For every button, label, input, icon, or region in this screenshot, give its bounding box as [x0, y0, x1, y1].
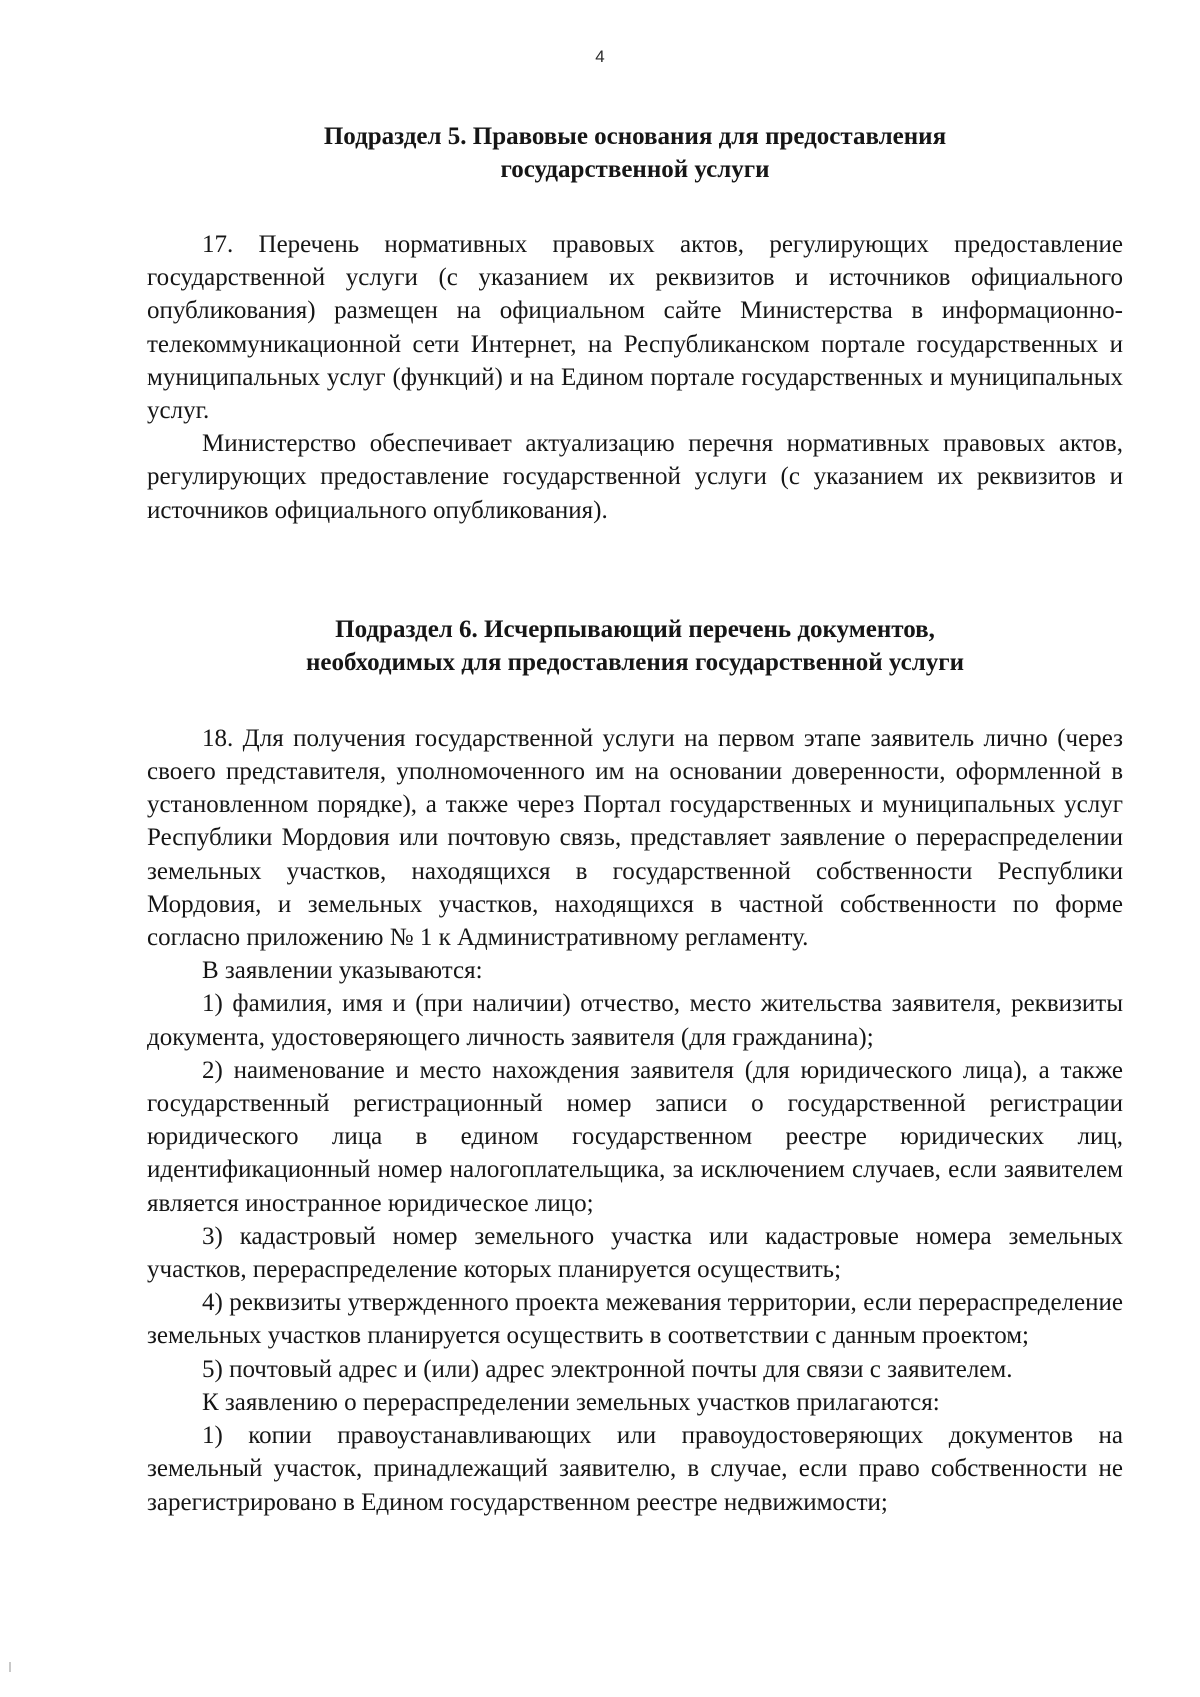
- paragraph-attachments-intro: К заявлению о перераспределении земельных участков прилагаются:: [202, 1388, 940, 1416]
- list-item-2-legal-entity: 2) наименование и место нахождения заявителя (для юридического лица), а также государственный регистрационный номер записи о государственной регистрации юридического лица в едином государственном реестре юридических лиц, идентификационный номер налогоплательщика, за исключением случаев, если заявителем является иностранное юридическое лицо;: [147, 1056, 1123, 1217]
- paragraph-ministry-actualization: Министерство обеспечивает актуализацию перечня нормативных правовых актов, регулирующих предоставление государственной услуги (с указанием их реквизитов и источников официального опубликования).: [147, 430, 1123, 524]
- paragraph-18: 18. Для получения государственной услуги на первом этапе заявитель лично (через своего представителя, уполномоченного им на основании доверенности, оформленной в установленном порядке), а также через Портал государственных и муниципальных услуг Республики Мордовия или почтовую связь, представляет заявление о перераспределении земельных участков, находящихся в государственной собственности Республики Мордовия, и земельных участков, находящихся в частной собственности по форме согласно приложению № 1 к Административному регламенту.: [147, 724, 1123, 952]
- paragraph-17: 17. Перечень нормативных правовых актов, регулирующих предоставление государственной услуги (с указанием их реквизитов и источников официального опубликования) размещен на официальном сайте Министерства в информационно-телекоммуникационной сети Интернет, на Республиканском портале государственных и муниципальных услуг (функций) и на Едином портале государственных и муниципальных услуг.: [147, 231, 1123, 425]
- page-number: 4: [595, 47, 605, 66]
- list-item-1-personal-data: 1) фамилия, имя и (при наличии) отчество, место жительства заявителя, реквизиты документа, удостоверяющего личность заявителя (для гражданина);: [147, 990, 1123, 1051]
- subsection-5-heading: [147, 120, 1123, 186]
- heading-line: Подраздел 6. Исчерпывающий перечень документов,: [335, 615, 935, 643]
- list-item-5-contact-address: 5) почтовый адрес и (или) адрес электронной почты для связи с заявителем.: [202, 1355, 1013, 1383]
- paragraph-application-contents-intro: В заявлении указываются:: [202, 957, 483, 985]
- heading-line: государственной услуги: [500, 156, 770, 183]
- attachment-item-1-title-documents: 1) копии правоустанавливающих или правоудостоверяющих документов на земельный участок, принадлежащий заявителю, в случае, если право собственности не зарегистрировано в Едином государственном реестре недвижимости;: [147, 1422, 1123, 1516]
- heading-line: необходимых для предоставления государственной услуги: [306, 648, 964, 676]
- list-item-4-land-survey-project: 4) реквизиты утвержденного проекта межевания территории, если перераспределение земельных участков планируется осуществить в соответствии с данным проектом;: [147, 1289, 1123, 1350]
- subsection-6-heading: [147, 613, 1123, 679]
- section-gap: [147, 527, 1123, 613]
- heading-line: Подраздел 5. Правовые основания для предоставления: [323, 123, 947, 150]
- document-body: [147, 120, 1123, 1519]
- scan-mark: [9, 1662, 11, 1672]
- list-item-3-cadastral-number: 3) кадастровый номер земельного участка или кадастровые номера земельных участков, перераспределение которых планируется осуществить;: [147, 1222, 1123, 1284]
